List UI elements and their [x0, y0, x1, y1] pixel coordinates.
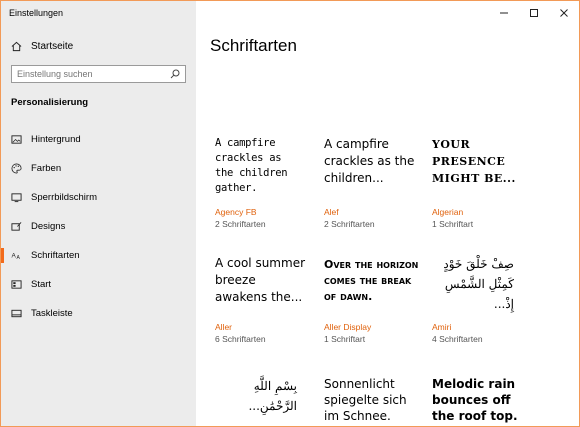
search-input[interactable]: [17, 69, 167, 79]
font-preview: صِفْ خَلْقَ خَوْدٍ كَمِثْلِ الشَّمْسِ إِذْ...: [443, 257, 514, 311]
main-content: [196, 24, 579, 427]
sidebar-item-taskleiste[interactable]: [1, 299, 196, 328]
font-card-sonnenlicht[interactable]: [324, 376, 424, 427]
font-preview: A campfire crackles as the children gather.: [215, 137, 288, 194]
font-preview: Sonnenlicht spiegelte sich im Schnee.: [324, 377, 407, 423]
sidebar-nav: [1, 125, 196, 328]
font-preview: A cool summer breeze awakens the...: [215, 256, 306, 304]
close-button[interactable]: [549, 1, 579, 24]
brush-icon: [1, 221, 31, 232]
font-count: 2 Schriftarten: [324, 219, 375, 229]
font-card-alef[interactable]: [324, 136, 424, 246]
sidebar-item-farben[interactable]: [1, 154, 196, 183]
page-title: Schriftarten: [210, 36, 297, 55]
maximize-button[interactable]: [519, 1, 549, 24]
palette-icon: [1, 163, 31, 174]
sidebar-item-hintergrund[interactable]: [1, 125, 196, 154]
window-title: Einstellungen: [9, 7, 64, 18]
font-name: Agency FB: [215, 207, 257, 217]
font-card-agency-fb[interactable]: [215, 136, 315, 246]
sidebar-item-schriftarten[interactable]: [1, 241, 196, 270]
svg-text:A: A: [10, 252, 16, 260]
font-name: Amiri: [432, 322, 452, 332]
minimize-icon: [499, 8, 509, 18]
home-icon: [1, 41, 31, 52]
font-name: Algerian: [432, 207, 464, 217]
font-preview: Melodic rain bounces off the roof top.: [432, 377, 518, 423]
font-preview: A campfire crackles as the children...: [324, 137, 415, 185]
sidebar-item-label: Schriftarten: [31, 250, 80, 261]
font-preview: Over the horizon comes the break of dawn.: [324, 258, 419, 303]
start-icon: [1, 279, 31, 290]
font-count: 1 Schriftart: [432, 219, 474, 229]
font-name: Aller: [215, 322, 233, 332]
sidebar-item-label: Taskleiste: [31, 308, 73, 319]
font-card-aller-display[interactable]: [324, 257, 424, 367]
sidebar-item-label: Start: [31, 279, 52, 290]
taskbar-icon: [1, 308, 31, 319]
font-count: 1 Schriftart: [324, 334, 366, 344]
font-icon: [1, 250, 31, 261]
picture-icon: [1, 134, 31, 145]
title-bar: [1, 1, 579, 24]
font-count: 4 Schriftarten: [432, 334, 483, 344]
font-name: Aller Display: [324, 322, 372, 332]
window-controls: [489, 1, 579, 24]
font-card-algerian[interactable]: [432, 136, 532, 246]
font-preview: بِسْمِ اللَّهِ الرَّحْمَٰنِ...: [248, 379, 297, 413]
search-icon[interactable]: [170, 69, 180, 81]
font-card-melodic[interactable]: [432, 376, 532, 427]
font-card-arabic[interactable]: [215, 376, 315, 427]
font-name: Alef: [324, 207, 339, 217]
sidebar-item-sperrbildschirm[interactable]: [1, 183, 196, 212]
svg-text:A: A: [16, 255, 20, 261]
sidebar-item-designs[interactable]: [1, 212, 196, 241]
close-icon: [559, 8, 569, 18]
section-title: Personalisierung: [11, 97, 89, 108]
font-preview: YOUR PRESENCE MIGHT BE...: [432, 138, 516, 185]
font-count: 6 Schriftarten: [215, 334, 266, 344]
maximize-icon: [529, 8, 539, 18]
font-card-aller[interactable]: [215, 255, 315, 365]
sidebar-item-home[interactable]: [1, 36, 196, 56]
sidebar-item-label: Hintergrund: [31, 134, 81, 145]
lock-screen-icon: [1, 192, 31, 203]
sidebar-item-label: Startseite: [31, 40, 74, 52]
search-box[interactable]: [11, 65, 186, 83]
sidebar: [1, 24, 196, 427]
minimize-button[interactable]: [489, 1, 519, 24]
font-card-amiri[interactable]: [432, 254, 532, 364]
sidebar-item-label: Designs: [31, 221, 66, 232]
font-count: 2 Schriftarten: [215, 219, 266, 229]
sidebar-item-start[interactable]: [1, 270, 196, 299]
sidebar-item-label: Sperrbildschirm: [31, 192, 97, 203]
sidebar-item-label: Farben: [31, 163, 62, 174]
